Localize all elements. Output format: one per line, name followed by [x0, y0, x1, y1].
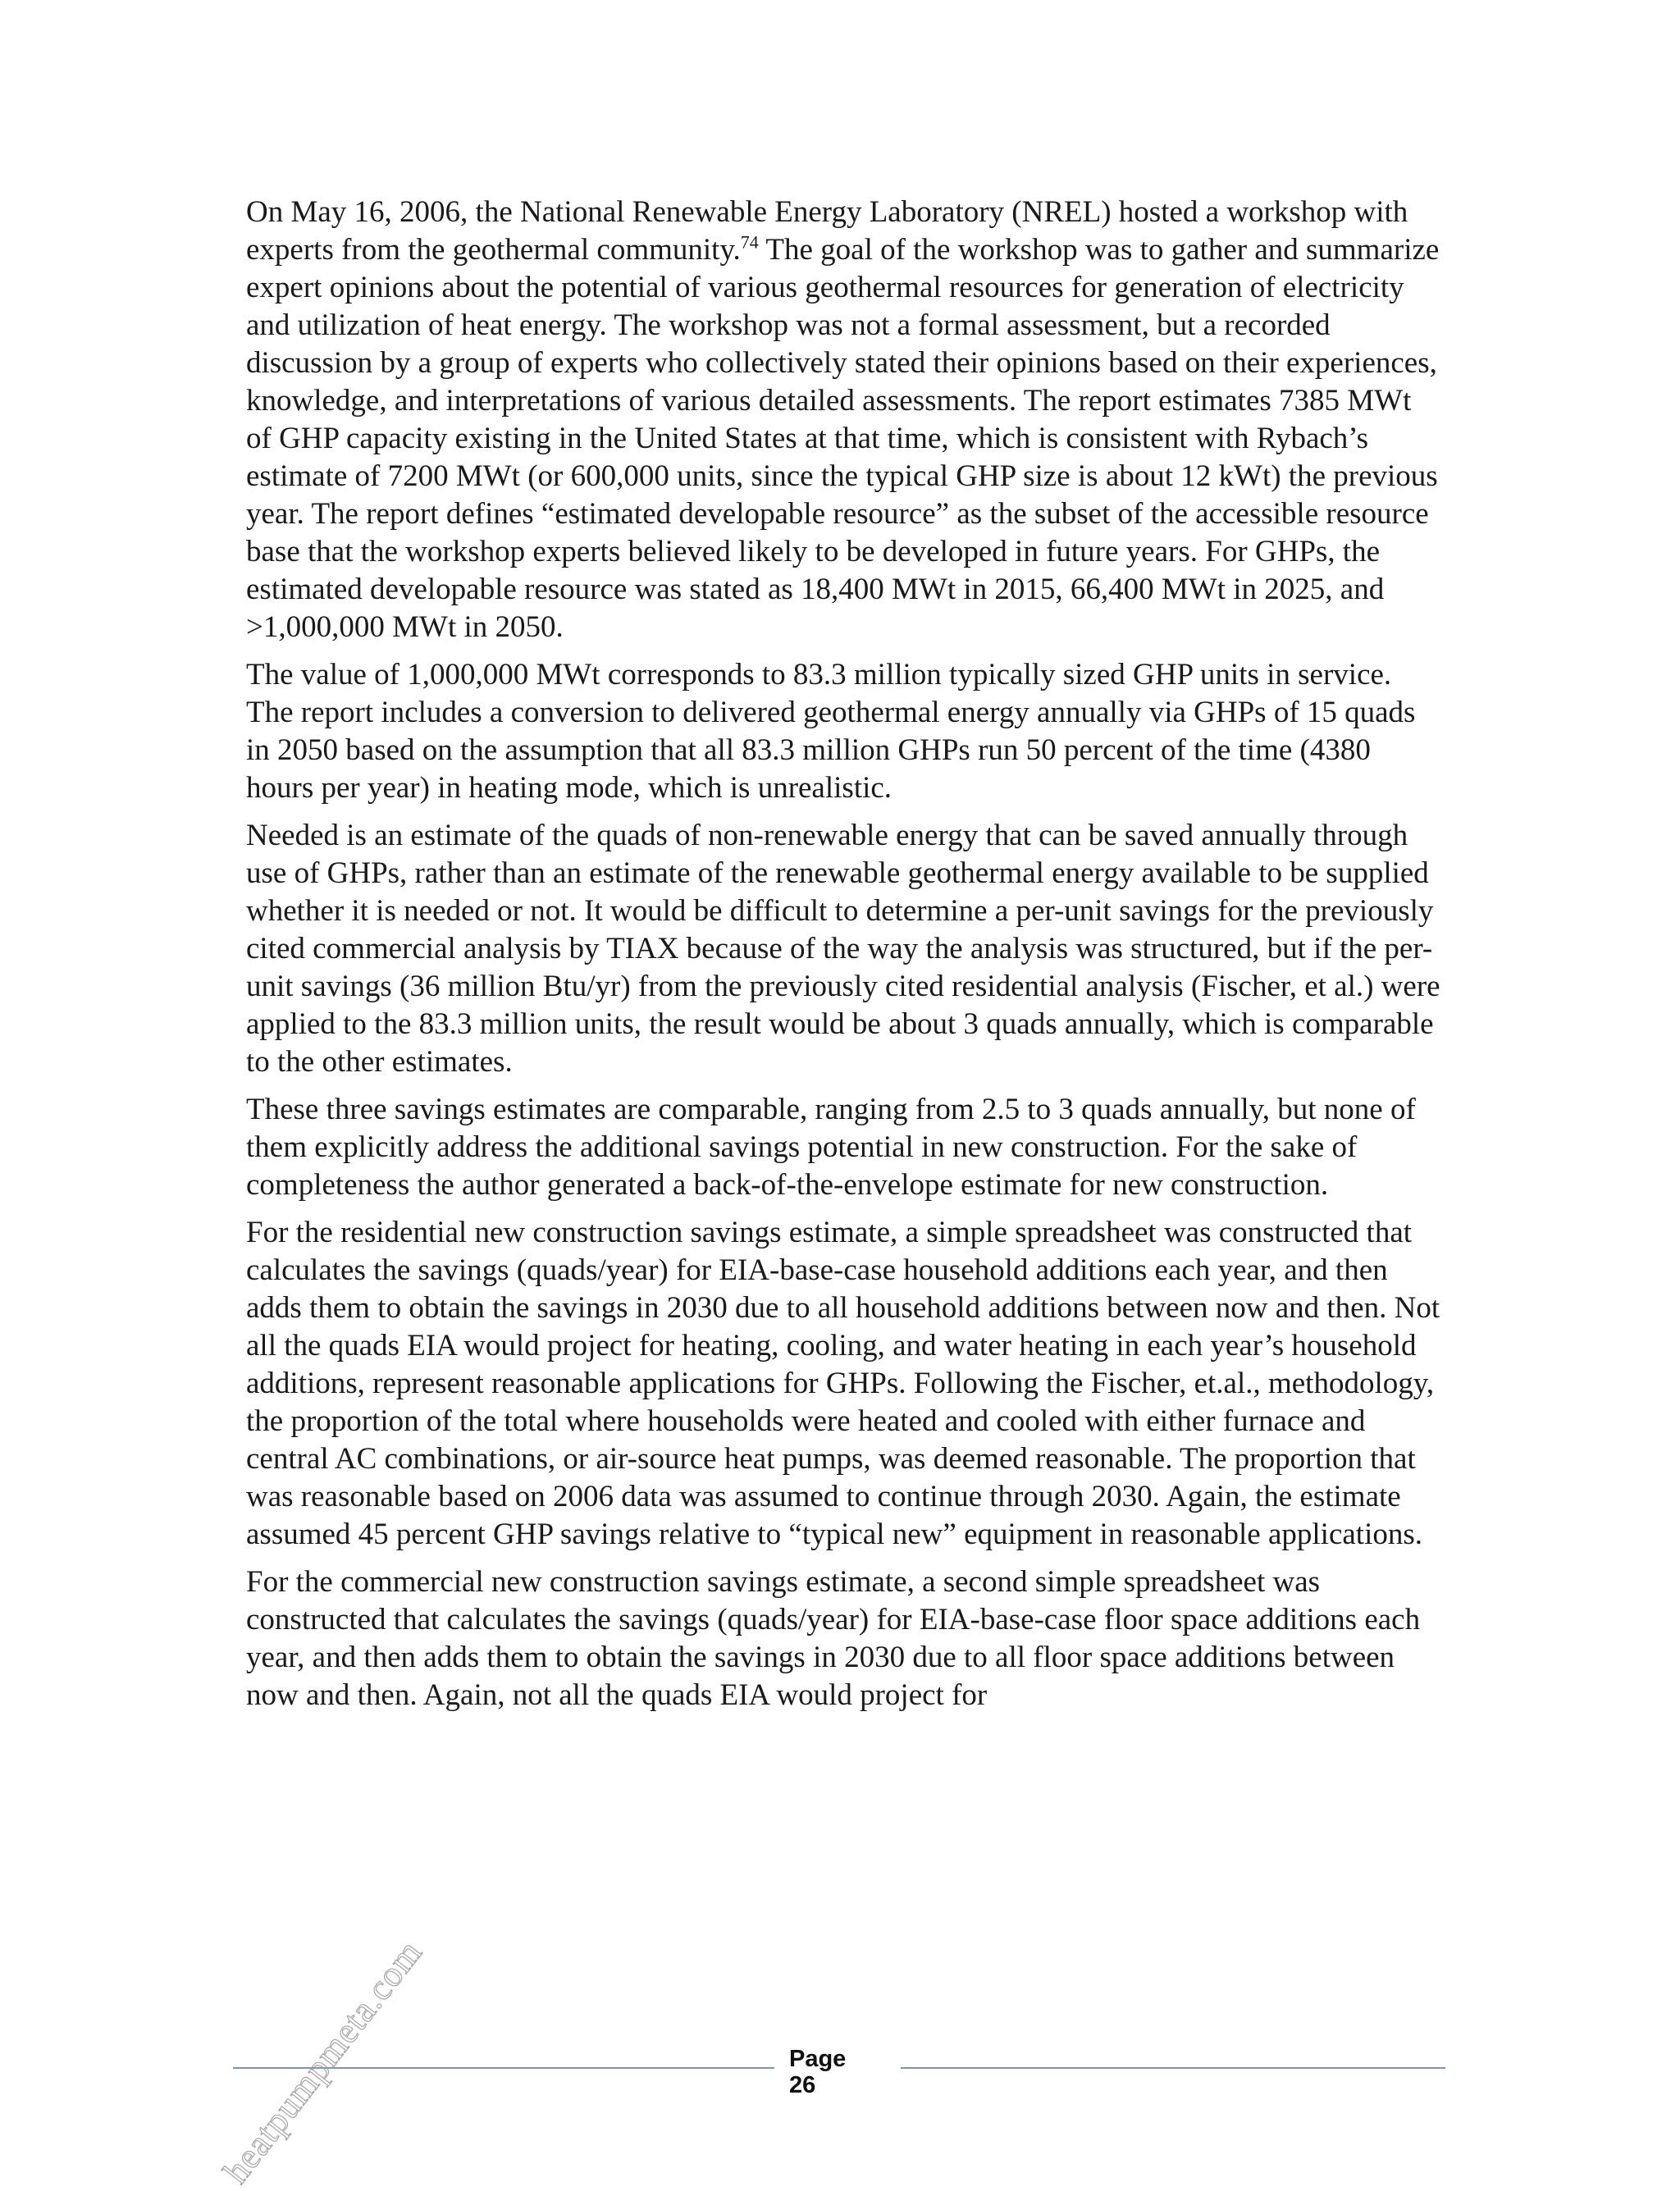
paragraph-nrel-workshop [246, 194, 1444, 646]
paragraph-savings-comparison: These three savings estimates are comparable, ranging from 2.5 to 3 quads annually, but none of them explicitly address the additional savings potential in new construction. For the sake of completeness the author generated a back-of-the-envelope estimate for new construction. [246, 1093, 1416, 1202]
paragraph-residential-new-construction: For the residential new construction savings estimate, a simple spreadsheet was constructed that calculates the savings (quads/year) for EIA-base-case household additions each year, and then adds them to obtain the savings in 2030 due to all household additions between now and then. Not all the quads EIA would project for heating, cooling, and water heating in each year’s household additions, represent reasonable applications for GHPs. Following the Fischer, et.al., methodology, the proportion of the total where households were heated and cooled with either furnace and central AC combinations, or air-source heat pumps, was deemed reasonable. The proportion that was reasonable based on 2006 data was assumed to continue through 2030. Again, the estimate assumed 45 percent GHP savings relative to “typical new” equipment in reasonable applications. [246, 1216, 1440, 1551]
page-number-value: 26 [789, 2072, 816, 2098]
paragraph-text: On May 16, 2006, the National Renewable Energy Laboratory (NREL) hosted a workshop with experts from the geothermal community. [246, 195, 1408, 267]
page-number [789, 2046, 846, 2098]
paragraph-commercial-new-construction: For the commercial new construction savings estimate, a second simple spreadsheet was constructed that calculates the savings (quads/year) for EIA-base-case floor space additions each year, and then adds them to obtain the savings in 2030 due to all floor space additions between now and then. Again, not all the quads EIA would project for [246, 1565, 1421, 1712]
footer-rule-right [901, 2067, 1445, 2069]
body-text [246, 194, 1444, 1724]
page-label: Page [789, 2046, 847, 2072]
paragraph-text: The goal of the workshop was to gather and summarize expert opinions about the potential of various geothermal resources for generation of electricity and utilization of heat energy. The workshop was not a formal assessment, but a recorded discussion by a group of experts who collectively stated their opinions based on their experiences, knowledge, and interpretations of various detailed assessments. The report estimates 7385 MWt of GHP capacity existing in the United States at that time, which is consistent with Rybach’s estimate of 7200 MWt (or 600,000 units, since the typical GHP size is about 12 kWt) the previous year. The report defines “estimated developable resource” as the subset of the accessible resource base that the workshop experts believed likely to be developed in future years. For GHPs, the estimated developable resource was stated as 18,400 MWt in 2015, 66,400 MWt in 2025, and >1,000,000 MWt in 2050. [246, 233, 1440, 644]
footnote-reference[interactable]: 74 [740, 231, 759, 253]
watermark: heatpumpmeta.com [215, 1932, 431, 2191]
paragraph-needed-estimate: Needed is an estimate of the quads of non-renewable energy that can be saved annually through use of GHPs, rather than an estimate of the renewable geothermal energy available to be supplied whether it is needed or not. It would be difficult to determine a per-unit savings for the previously cited commercial analysis by TIAX because of the way the analysis was structured, but if the per-unit savings (36 million Btu/yr) from the previously cited residential analysis (Fischer, et al.) were applied to the 83.3 million units, the result would be about 3 quads annually, which is comparable to the other estimates. [246, 819, 1440, 1079]
footer-rule-left [233, 2067, 774, 2069]
paragraph-conversion: The value of 1,000,000 MWt corresponds to 83.3 million typically sized GHP units in service. The report includes a conversion to delivered geothermal energy annually via GHPs of 15 quads in 2050 based on the assumption that all 83.3 million GHPs run 50 percent of the time (4380 hours per year) in heating mode, which is unrealistic. [246, 658, 1416, 805]
